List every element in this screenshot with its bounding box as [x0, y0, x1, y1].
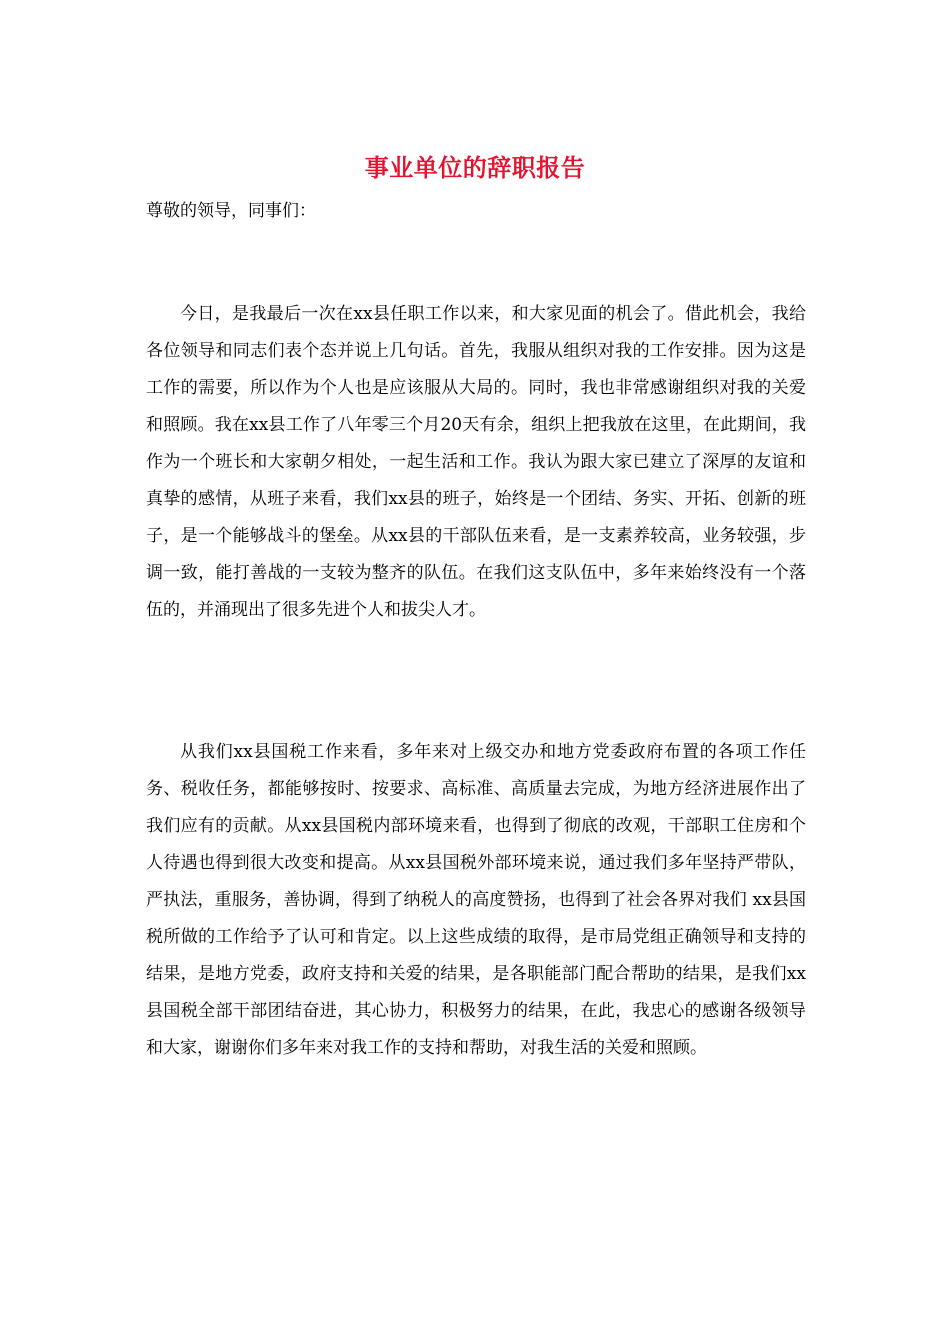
salutation: 尊敬的领导，同事们：	[146, 201, 316, 221]
document-title: 事业单位的辞职报告	[364, 153, 586, 182]
body-paragraph-2: 从我们xx县国税工作来看，多年来对上级交办和地方党委政府布置的各项工作任务、税收任务，都能够按时、按要求、高标准、高质量去完成，为地方经济进展作出了我们应有的贡献。从xx县国税内部环境来看，也得到了彻底的改观，干部职工住房和个人待遇也得到很大改变和提高。从xx县国税外部环境来说，通过我们多年坚持严带队，严执法，重服务，善协调，得到了纳税人的高度赞扬，也得到了社会各界对我们 xx县国税所做的工作给予了认可和肯定。以上这些成绩的取得，是市局党组正确领导和支持的结果，是地方党委，政府支持和关爱的结果，是各职能部门配合帮助的结果，是我们xx县国税全部干部团结奋进，其心协力，积极努力的结果，在此，我忠心的感谢各级领导和大家，谢谢你们多年来对我工作的支持和帮助，对我生活的关爱和照顾。	[146, 742, 806, 1058]
body-paragraph-1: 今日，是我最后一次在xx县任职工作以来，和大家见面的机会了。借此机会，我给各位领导和同志们表个态并说上几句话。首先，我服从组织对我的工作安排。因为这是工作的需要，所以作为个人也是应该服从大局的。同时，我也非常感谢组织对我的关爱和照顾。我在xx县工作了八年零三个月20天有余，组织上把我放在这里，在此期间，我作为一个班长和大家朝夕相处，一起生活和工作。我认为跟大家已建立了深厚的友谊和真挚的感情，从班子来看，我们xx县的班子，始终是一个团结、务实、开拓、创新的班子，是一个能够战斗的堡垒。从xx县的干部队伍来看，是一支素养较高，业务较强，步调一致，能打善战的一支较为整齐的队伍。在我们这支队伍中，多年来始终没有一个落伍的，并涌现出了很多先进个人和拔尖人才。	[146, 304, 806, 620]
